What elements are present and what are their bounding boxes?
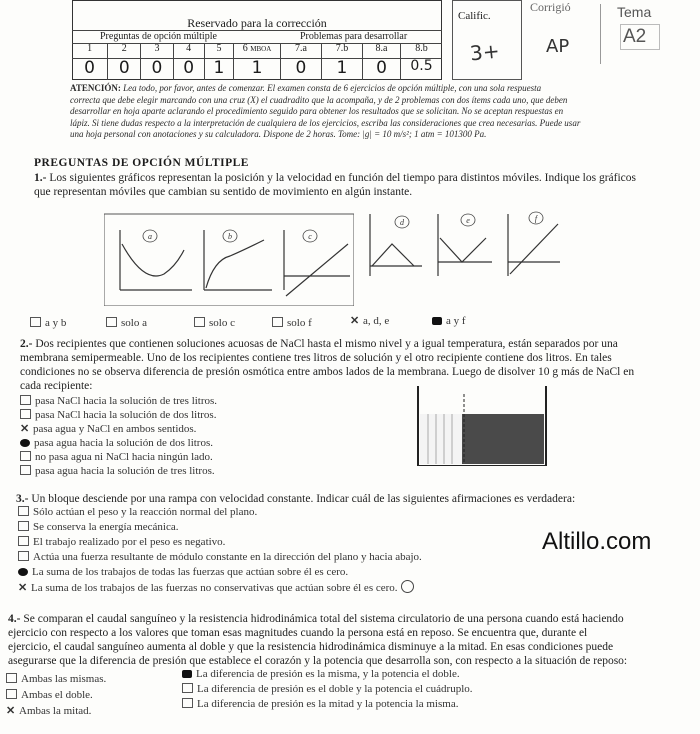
q3-statement: 3.- Un bloque desciende por una rampa con velocidad constante. Indicar cuál de las siguientes afirmaciones es verdadera:: [16, 493, 576, 505]
col-3: 3 0: [140, 43, 172, 80]
checkbox[interactable]: [20, 451, 31, 461]
q2-option-3[interactable]: ✕ pasa agua y NaCl en ambos sentidos.: [20, 423, 197, 435]
checkbox[interactable]: [6, 673, 17, 683]
q3-option-2[interactable]: Se conserva la energía mecánica.: [18, 520, 178, 534]
q1-graphs-left: [104, 210, 354, 306]
q1-option-d[interactable]: solo f: [272, 316, 312, 330]
checkbox[interactable]: [20, 395, 31, 405]
q1-statement: 1.- Los siguientes gráficos representan la posición y la velocidad en función del tiempo para distintos móviles. Indique los gráficos que representan móviles que cambian su sentido de movimiento en algún instante.: [34, 172, 637, 198]
checkbox[interactable]: [30, 317, 41, 327]
checkbox[interactable]: [18, 551, 29, 561]
graph-label-e: e: [466, 216, 470, 225]
corrigio-value: AP: [546, 36, 570, 57]
q3-option-3[interactable]: El trabajo realizado por el peso es negativo.: [18, 535, 225, 549]
graph-label-c: c: [308, 232, 312, 241]
filled-checkbox-icon[interactable]: [432, 317, 442, 325]
section-title: PREGUNTAS DE OPCIÓN MÚLTIPLE: [34, 157, 249, 169]
tema-value: A2: [623, 26, 647, 47]
col-8a: 8.a 0: [362, 43, 400, 80]
q4-option-1[interactable]: Ambas las mismas.: [6, 672, 106, 686]
q1-option-f[interactable]: a y f: [432, 314, 466, 328]
checkbox[interactable]: [18, 506, 29, 516]
q4-statement: 4.- Se comparan el caudal sanguíneo y la resistencia hidrodinámica total del sistema circulatorio de una persona cuando está haciendo ejercicio con respecto a los valores que toman esas magnitudes cuando la persona está en reposo. Se encuentra que, durante el ejercicio, el caudal sanguíneo aumenta al doble y que la resistencia hidrodinámica disminuye a la mitad. En esas condiciones puede asegurarse que la diferencia de presión que establece el corazón y la potencia que desarrolla son, con respecto a la situación de reposo:: [8, 613, 628, 667]
checkbox[interactable]: [20, 409, 31, 419]
checkbox[interactable]: [194, 317, 205, 327]
col-1: 1 0: [84, 43, 95, 78]
q2-option-6[interactable]: pasa agua hacia la solución de tres litros.: [20, 464, 215, 478]
checkbox[interactable]: [272, 317, 283, 327]
watermark: Altillo.com: [542, 528, 652, 555]
filled-circle-icon[interactable]: [18, 568, 28, 576]
q2-option-4[interactable]: pasa agua hacia la solución de dos litros.: [20, 436, 213, 450]
q4-option-6[interactable]: La diferencia de presión es la mitad y la potencia la misma.: [182, 697, 458, 711]
calific-value: 3+: [468, 38, 501, 66]
instructions: ATENCIÓN: Lea todo, por favor, antes de comenzar. El examen consta de 6 ejercicios de opción múltiple, con una sola respuesta correcta que debe elegir marcando con una cruz (X) el cuadradito que la acompaña, y de 2 problemas con dos ítems cada uno, que deben desarrollar en hoja aparte aclarando el procedimiento seguido para obtener los resultados que se solicitan. No se aceptan respuestas en lápiz. Si tiene dudas respecto a la interpretación de cualquiera de los ejercicios, escriba las consideraciones que crea necesarias. Puede usar una hoja personal con anotaciones y su calculadora. Dispone de 2 horas. Tome: |g| = 10 m/s²; 1 atm = 101300 Pa.: [70, 83, 581, 139]
col-6: 6 MBOA 1: [233, 43, 280, 80]
corrigio-label: Corrigió: [530, 0, 571, 14]
col-7a: 7.a 0: [280, 43, 321, 80]
checkbox[interactable]: [106, 317, 117, 327]
q4-option-4[interactable]: La diferencia de presión es la misma, y la potencia el doble.: [182, 667, 460, 681]
q1-option-a[interactable]: a y b: [30, 316, 66, 330]
checkbox[interactable]: [18, 521, 29, 531]
q1-option-b[interactable]: solo a: [106, 316, 147, 330]
graph-label-d: d: [400, 218, 404, 227]
col-8b: 8.b 0.5: [400, 43, 442, 80]
calific-label: Calific.: [458, 10, 491, 22]
cross-mark-icon[interactable]: ✕: [350, 315, 360, 327]
q2-option-1[interactable]: pasa NaCl hacia la solución de tres litros.: [20, 394, 217, 408]
q3-option-4[interactable]: Actúa una fuerza resultante de módulo constante en la dirección del plano y hacia abajo.: [18, 550, 422, 564]
q4-option-5[interactable]: La diferencia de presión es el doble y la potencia el cuádruplo.: [182, 682, 473, 696]
q2-option-2[interactable]: pasa NaCl hacia la solución de dos litros.: [20, 408, 216, 422]
circle-mark-icon: [401, 580, 414, 593]
cross-mark-icon[interactable]: ✕: [6, 705, 16, 717]
q2-statement: 2.- Dos recipientes que contienen soluciones acuosas de NaCl hasta el mismo nivel y a igual temperatura, están separados por una membrana semipermeable. Uno de los recipientes contiene tres litros de solución y el otro recipiente contiene dos litros. En tales condiciones no se observa diferencia de presión osmótica entre ambos lados de la membrana. Luego de disolver 10 g más de NaCl en cada recipiente:: [20, 338, 635, 392]
prob-label: Problemas para desarrollar: [300, 31, 408, 42]
checkbox[interactable]: [182, 698, 193, 708]
col-7b: 7.b 1: [321, 43, 362, 80]
q1-option-c[interactable]: solo c: [194, 316, 235, 330]
filled-checkbox-icon[interactable]: [182, 670, 192, 678]
checkbox[interactable]: [6, 689, 17, 699]
q2-option-5[interactable]: no pasa agua ni NaCl hacia ningún lado.: [20, 450, 213, 464]
container-diagram: [414, 386, 550, 466]
graph-label-b: b: [228, 232, 232, 241]
filled-circle-icon[interactable]: [20, 439, 30, 447]
checkbox[interactable]: [20, 465, 31, 475]
graph-label-a: a: [148, 232, 152, 241]
q3-option-5[interactable]: La suma de los trabajos de todas las fuerzas que actúan sobre él es cero.: [18, 565, 348, 579]
checkbox[interactable]: [18, 536, 29, 546]
graph-label-f: f: [534, 214, 538, 223]
q3-option-6[interactable]: ✕ La suma de los trabajos de las fuerzas no conservativas que actúan sobre él es cero.: [18, 580, 414, 595]
q1-option-e[interactable]: ✕ a, d, e: [350, 315, 390, 327]
q1-graphs-right: [362, 200, 562, 286]
col-4: 4 0: [173, 43, 204, 80]
checkbox[interactable]: [182, 683, 193, 693]
col-2: 2 0: [107, 43, 140, 80]
score-row: [72, 43, 442, 80]
q4-option-3[interactable]: ✕ Ambas la mitad.: [6, 705, 92, 717]
mc-label: Preguntas de opción múltiple: [100, 31, 217, 42]
q3-option-1[interactable]: Sólo actúan el peso y la reacción normal del plano.: [18, 505, 257, 519]
q4-option-2[interactable]: Ambas el doble.: [6, 688, 93, 702]
tema-label: Tema: [617, 4, 652, 20]
tema-frame: [620, 24, 660, 50]
col-5: 5 1: [204, 43, 233, 80]
cross-mark-icon[interactable]: ✕: [18, 582, 28, 594]
reserved-title: Reservado para la corrección: [187, 16, 327, 30]
cross-mark-icon[interactable]: ✕: [20, 423, 30, 435]
